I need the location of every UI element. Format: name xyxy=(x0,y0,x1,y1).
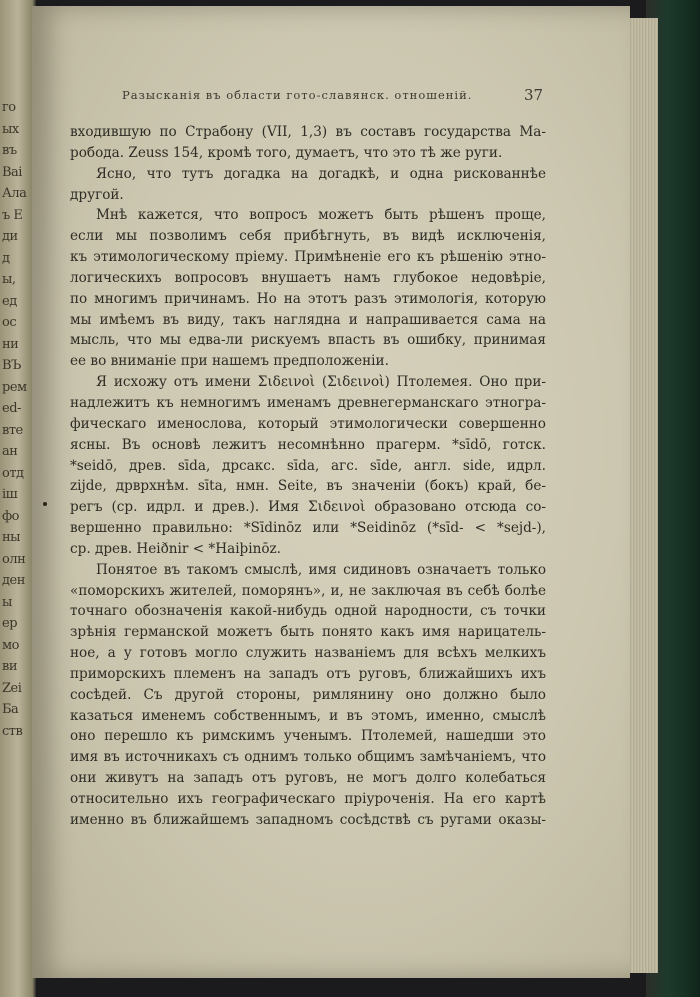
text-line: надлежитъ къ немногимъ именамъ древнегерманскаго этногра- xyxy=(70,394,546,411)
text-line: Понятое въ такомъ смыслѣ, имя сидиновъ означаетъ только xyxy=(96,561,546,578)
text-line: приморскихъ племенъ на западъ отъ руговъ, ближайшихъ ихъ xyxy=(70,665,546,682)
text-line: вершенно правильно: *Sīdinōz или *Seidinōz (*sīd- < *sejd-), xyxy=(70,520,546,537)
facing-page-fragment: го xyxy=(2,100,16,115)
text-line: казаться именемъ собственнымъ, и въ этомъ, именно, смыслѣ xyxy=(70,707,546,724)
facing-page-fragment: вте xyxy=(2,422,23,438)
facing-page-fragment: ос xyxy=(2,315,17,330)
facing-page-fragment: Zei xyxy=(2,680,22,696)
facing-page-fragment: ed- xyxy=(2,401,21,416)
facing-page-fragment: ви xyxy=(2,659,17,674)
facing-page-fragment: фо xyxy=(2,508,20,524)
facing-page-fragment: мо xyxy=(2,637,19,653)
facing-page-edge xyxy=(0,0,36,997)
text-line: «поморскихъ жителей, поморянъ», и, не заключая въ себѣ болѣе xyxy=(70,582,546,599)
text-line: фическаго именослова, который этимологически совершенно xyxy=(70,415,546,432)
text-line: ее во вниманіе при нашемъ предположеніи. xyxy=(70,353,389,370)
facing-page-fragment: олн xyxy=(2,551,26,567)
facing-page-fragment: Ба xyxy=(2,702,19,717)
text-line: входившую по Страбону (VII, 1,3) въ составъ государства Ма- xyxy=(70,124,546,140)
facing-page-fragment: ств xyxy=(2,723,23,739)
facing-page-fragment: ВЪ xyxy=(2,358,21,373)
facing-page-fragment: рем xyxy=(2,379,27,395)
running-head: Разысканія въ области гото-славянск. отношеній. xyxy=(122,88,473,102)
text-line: имя въ источникахъ съ однимъ только общимъ замѣчаніемъ, что xyxy=(70,749,546,766)
text-line: ное, а у готовъ могло служить названіемъ для всѣхъ мелкихъ xyxy=(70,645,546,662)
facing-page-fragment: іш xyxy=(2,487,18,502)
text-line: Мнѣ кажется, что вопросъ можетъ быть рѣшенъ проще, xyxy=(96,207,546,224)
facing-page-fragment: Ала xyxy=(2,186,27,201)
facing-page-fragment: ны xyxy=(2,530,21,545)
facing-page-fragment: ден xyxy=(2,573,25,588)
facing-page-fragment: ы xyxy=(2,594,12,610)
facing-page-fragment: ди xyxy=(2,229,18,244)
text-line: Ясно, что тутъ догадка на догадкѣ, и одна рискованнѣе xyxy=(96,165,546,182)
facing-page-fragment: отд xyxy=(2,465,24,481)
text-line: регъ (ср. идрл. и древ.). Имя Σιδεινοὶ образовано отсюда со- xyxy=(70,499,546,516)
text-line: по многимъ причинамъ. Но на этотъ разъ этимологія, которую xyxy=(70,290,546,307)
text-line: относительно ихъ географическаго пріуроченія. На его картѣ xyxy=(70,791,546,807)
facing-page-fragment: ъ Е xyxy=(2,207,23,223)
text-line: zijde, дрврхнѣм. sīta, нмн. Seite, въ значеніи (бокъ) край, бе- xyxy=(70,478,546,495)
text-line: сосѣдей. Съ другой стороны, римлянину оно должно было xyxy=(70,686,546,703)
facing-page-fragment: ы, xyxy=(2,272,16,287)
body-text xyxy=(70,122,546,831)
text-line: другой. xyxy=(70,186,124,203)
facing-page-fragment: ых xyxy=(2,121,19,137)
text-line: оно перешло къ римскимъ ученымъ. Птолемей, нашедши это xyxy=(70,728,546,745)
text-line: ясны. Въ основѣ лежитъ несомнѣнно прагерм. *sīdō, готск. xyxy=(70,436,546,453)
text-line: точнаго обозначенія какой-нибудь одной народности, съ точки xyxy=(70,603,546,620)
text-line: мы имѣемъ въ виду, такъ наглядна и напрашивается сама на xyxy=(70,311,546,328)
book-page xyxy=(32,6,630,978)
text-line: они живутъ на западъ отъ руговъ, не могъ долго колебаться xyxy=(70,770,546,787)
facing-page-fragment: ер xyxy=(2,616,18,631)
paper-blemish xyxy=(43,502,47,506)
text-line: къ этимологическому пріему. Примѣненіе его къ рѣшенію этно- xyxy=(70,249,546,266)
text-line: именно въ ближайшемъ западномъ сосѣдствѣ съ ругами оказы- xyxy=(70,811,546,828)
text-line: ср. древ. Heiðnir < *Haiþinōz. xyxy=(70,540,282,557)
facing-page-fragment: Ваі xyxy=(2,164,22,180)
facing-page-fragment: ни xyxy=(2,336,19,352)
facing-page-fragment: д xyxy=(2,250,10,266)
text-line: если мы позволимъ себя прибѣгнуть, въ видѣ исключенія, xyxy=(70,228,546,245)
text-line: логическихъ вопросовъ внушаетъ намъ глубокое недовѣріе, xyxy=(70,269,546,286)
text-line: Я исхожу отъ имени Σιδεινοὶ (Σιδεινοὶ) Птолемея. Оно при- xyxy=(96,374,546,391)
text-line: робода. Zeuss 154, кромѣ того, думаетъ, что это тѣ же руги. xyxy=(70,144,503,161)
text-line: мысль, что мы едва-ли рискуемъ впасть въ ошибку, принимая xyxy=(70,332,546,349)
page-block-edges xyxy=(628,18,658,973)
facing-page-fragment: ед xyxy=(2,293,17,309)
text-line: зрѣнія германской можетъ быть понято какъ имя нарицатель- xyxy=(70,624,546,641)
text-line: *seidō, древ. sīda, дрсакс. sīda, агс. sīde, англ. side, идрл. xyxy=(70,457,546,474)
page-number: 37 xyxy=(524,86,544,104)
facing-page-fragment: ан xyxy=(2,444,18,459)
facing-page-fragment: въ xyxy=(2,143,17,158)
